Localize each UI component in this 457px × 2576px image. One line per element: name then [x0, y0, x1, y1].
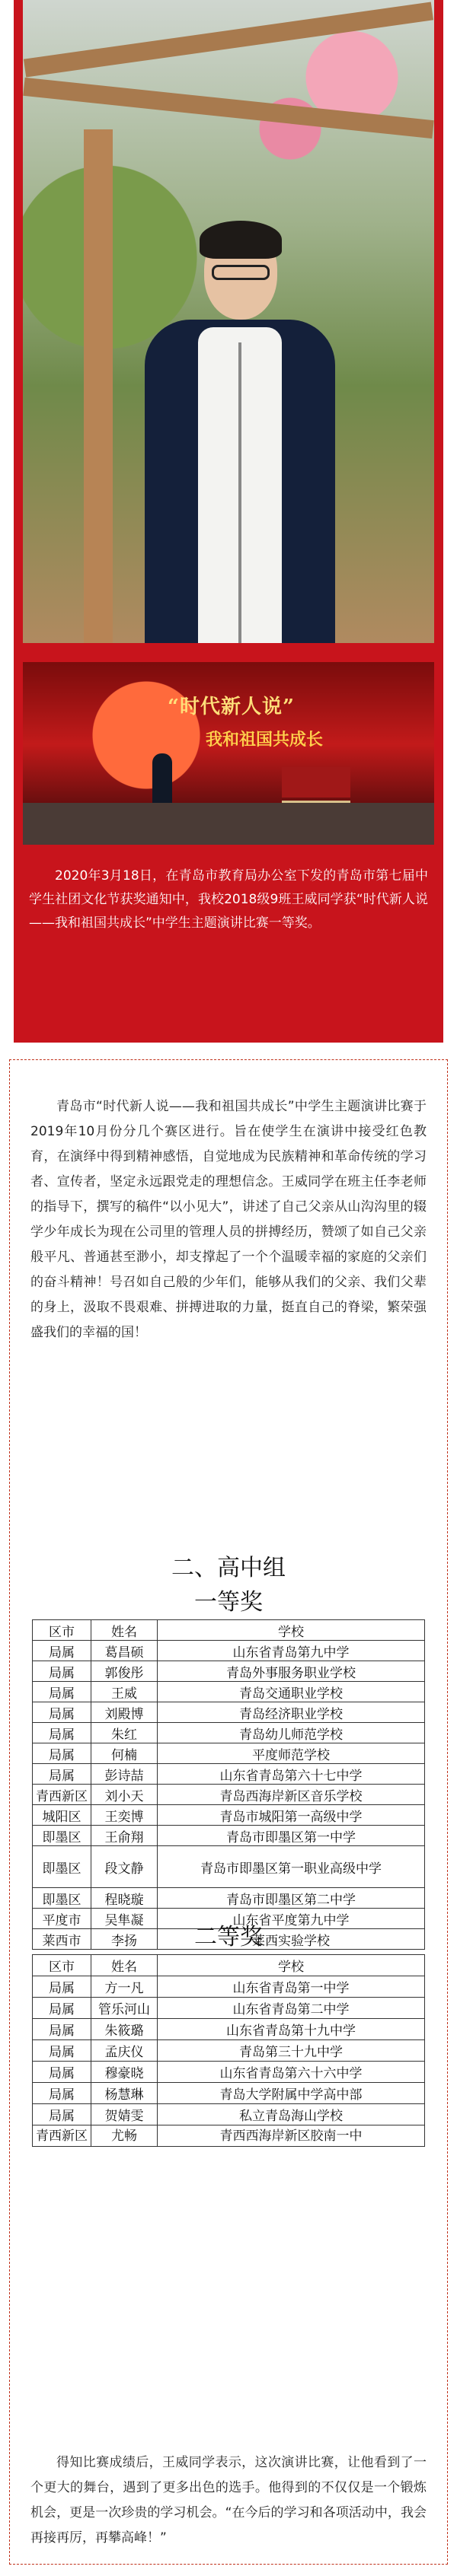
- cell-name: 王奕博: [91, 1805, 158, 1826]
- cell-district: 城阳区: [33, 1805, 91, 1826]
- cell-school: 青岛市即墨区第二中学: [158, 1888, 425, 1909]
- header-school: 学校: [158, 1620, 425, 1641]
- cell-school: 青岛交通职业学校: [158, 1682, 425, 1702]
- table-row: [33, 2104, 425, 2125]
- cell-school: 青岛第三十九中学: [158, 2040, 425, 2062]
- table-row: [33, 2019, 425, 2040]
- cell-district: 莱西市: [33, 1929, 91, 1950]
- cell-school: 山东省青岛第十九中学: [158, 2019, 425, 2040]
- cell-district: 局属: [33, 1998, 91, 2019]
- cell-name: 程晓璇: [91, 1888, 158, 1909]
- cell-school: 私立青岛海山学校: [158, 2104, 425, 2125]
- cell-name: 郭俊彤: [91, 1661, 158, 1682]
- cell-name: 吴隼凝: [91, 1909, 158, 1929]
- cell-school: 青岛市即墨区第一中学: [158, 1826, 425, 1846]
- cell-district: 即墨区: [33, 1846, 91, 1888]
- table-row: [33, 1702, 425, 1723]
- cell-district: 局属: [33, 2083, 91, 2104]
- cell-district: 局属: [33, 1723, 91, 1743]
- second-prize-table: [32, 1954, 425, 2147]
- table-row: [33, 2040, 425, 2062]
- cell-school: 青岛市城阳第一高级中学: [158, 1805, 425, 1826]
- cell-name: 方一凡: [91, 1976, 158, 1998]
- cell-district: 局属: [33, 1976, 91, 1998]
- cell-school: 青岛大学附属中学高中部: [158, 2083, 425, 2104]
- cell-school: 青岛市即墨区第一职业高级中学: [158, 1846, 425, 1888]
- cell-name: 贺婧雯: [91, 2104, 158, 2125]
- stage-banner-subtitle: 我和祖国共成长: [206, 730, 324, 750]
- cell-name: 李扬: [91, 1929, 158, 1950]
- cell-name: 何楠: [91, 1743, 158, 1764]
- cell-name: 管乐河山: [91, 1998, 158, 2019]
- section-title-high-school: 二、高中组: [171, 1555, 286, 1581]
- header-name: 姓名: [91, 1620, 158, 1641]
- article-paragraph-2: 得知比赛成绩后，王威同学表示，这次演讲比赛，让他看到了一个更大的舞台，遇到了更多出色的选手。他得到的不仅仅是一个锻炼机会，更是一次珍贵的学习机会。“在今后的学习和各项活动中，我会再接再厉，再攀高峰！”: [30, 2455, 427, 2546]
- table-row: [33, 1743, 425, 1764]
- cell-district: 局属: [33, 2062, 91, 2083]
- first-prize-table: [32, 1619, 425, 1950]
- cell-district: 局属: [33, 2040, 91, 2062]
- cell-school: 山东省青岛第一中学: [158, 1976, 425, 1998]
- cell-school: 山东省青岛第六十七中学: [158, 1764, 425, 1785]
- header-name: 姓名: [91, 1955, 158, 1976]
- cell-school: 青岛经济职业学校: [158, 1702, 425, 1723]
- tiananmen-graphic: [282, 752, 350, 807]
- cell-district: 青西新区: [33, 1785, 91, 1805]
- table-row: [33, 1846, 425, 1888]
- table-row: [33, 1661, 425, 1682]
- second-prize-heading: 二等奖: [194, 1924, 263, 1950]
- cell-school: 青岛幼儿师范学校: [158, 1723, 425, 1743]
- table-row: [33, 2083, 425, 2104]
- first-prize-heading: 一等奖: [194, 1589, 263, 1616]
- cell-district: 即墨区: [33, 1826, 91, 1846]
- cell-name: 孟庆仪: [91, 2040, 158, 2062]
- article-paragraph-1: 青岛市“时代新人说——我和祖国共成长”中学生主题演讲比赛于2019年10月份分几个赛区进行。旨在使学生在演讲中接受红色教育，在演绎中得到精神感悟，自觉地成为民族精神和革命传统的学习者、宣传者，坚定永远跟党走的理想信念。王威同学在班主任李老师的指导下，撰写的稿件“以小见大”，讲述了自己父亲从山沟沟里的辍学少年成长为现在公司里的管理人员的拼搏经历，赞颂了如自己父亲般平凡、普通甚至渺小，却支撑起了一个个温暖幸福的家庭的父亲们的奋斗精神！号召如自己般的少年们，能够从我们的父亲、我们父辈的身上，汲取不畏艰难、拼搏进取的力量，挺直自己的脊梁，繁荣强盛我们的幸福的国！: [30, 1099, 427, 1340]
- intro-paragraph: 2020年3月18日，在青岛市教育局办公室下发的青岛市第七届中学生社团文化节获奖通知中，我校2018级9班王威同学获“时代新人说——我和祖国共成长”中学生主题演讲比赛一等奖。: [29, 868, 428, 931]
- cell-school: 青西西海岸新区胶南一中: [158, 2125, 425, 2147]
- table-row: [33, 1641, 425, 1661]
- cell-school: 莱西实验学校: [158, 1929, 425, 1950]
- cell-district: 即墨区: [33, 1888, 91, 1909]
- table-row: [33, 1723, 425, 1743]
- second-prize-rows: [33, 1976, 425, 2147]
- cell-district: 局属: [33, 2019, 91, 2040]
- table-header-row: [33, 1955, 425, 1976]
- cell-district: 局属: [33, 2104, 91, 2125]
- cell-name: 刘小天: [91, 1785, 158, 1805]
- cell-district: 局属: [33, 1702, 91, 1723]
- cell-school: 山东省青岛第六十六中学: [158, 2062, 425, 2083]
- table-row: [33, 1976, 425, 1998]
- cell-district: 局属: [33, 1682, 91, 1702]
- student-figure: [145, 228, 335, 643]
- table-row: [33, 1785, 425, 1805]
- table-row: [33, 1888, 425, 1909]
- cell-name: 彭诗喆: [91, 1764, 158, 1785]
- table-row: [33, 1998, 425, 2019]
- cell-school: 平度师范学校: [158, 1743, 425, 1764]
- cell-school: 青岛西海岸新区音乐学校: [158, 1785, 425, 1805]
- table-header-row: [33, 1620, 425, 1641]
- cell-name: 朱筱璐: [91, 2019, 158, 2040]
- student-portrait-photo: [23, 0, 434, 643]
- table-row: [33, 1826, 425, 1846]
- cell-district: 平度市: [33, 1909, 91, 1929]
- cell-district: 局属: [33, 1641, 91, 1661]
- cell-name: 朱红: [91, 1723, 158, 1743]
- table-row: [33, 2062, 425, 2083]
- first-prize-rows: [33, 1641, 425, 1950]
- cell-school: 青岛外事服务职业学校: [158, 1661, 425, 1682]
- table-row: [33, 1764, 425, 1785]
- table-row: [33, 1682, 425, 1702]
- header-district: 区市: [33, 1620, 91, 1641]
- table-row: [33, 1805, 425, 1826]
- cell-name: 杨慧琳: [91, 2083, 158, 2104]
- table-row: [33, 2125, 425, 2147]
- cell-district: 局属: [33, 1764, 91, 1785]
- cell-name: 刘殿博: [91, 1702, 158, 1723]
- cell-name: 穆豪晓: [91, 2062, 158, 2083]
- cell-name: 葛昌硕: [91, 1641, 158, 1661]
- speech-stage-photo: [23, 662, 434, 845]
- cell-school: 山东省平度第九中学: [158, 1909, 425, 1929]
- cell-name: 段文静: [91, 1846, 158, 1888]
- header-district: 区市: [33, 1955, 91, 1976]
- cell-name: 尤畅: [91, 2125, 158, 2147]
- cell-district: 青西新区: [33, 2125, 91, 2147]
- stage-banner-title: “时代新人说”: [168, 696, 295, 718]
- cell-district: 局属: [33, 1661, 91, 1682]
- cell-name: 王俞翔: [91, 1826, 158, 1846]
- cell-district: 局属: [33, 1743, 91, 1764]
- header-school: 学校: [158, 1955, 425, 1976]
- cell-school: 山东省青岛第九中学: [158, 1641, 425, 1661]
- cell-school: 山东省青岛第二中学: [158, 1998, 425, 2019]
- cell-name: 王威: [91, 1682, 158, 1702]
